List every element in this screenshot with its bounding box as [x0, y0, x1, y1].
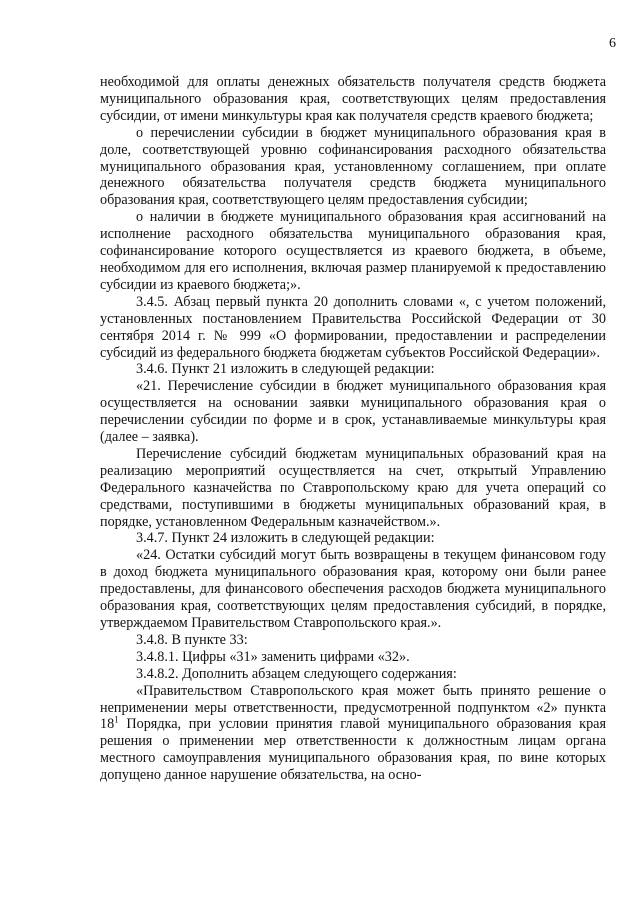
paragraph: «21. Перечисление субсидии в бюджет муниципального образования края осуществляется на основании заявки муниципального образования края о перечислении субсидии по форме и в срок, устанавливаемые минкультуры края (далее – заявка). — [100, 378, 606, 446]
paragraph: о перечислении субсидии в бюджет муниципального образования края в доле, соответствующей уровню софинансирования расходного обязательства муниципального образования края, установленному соглашением, при оплате денежного обязательства получателя средств бюджета муниципального образования края, соответствующего целям предоставления субсидии; — [100, 124, 606, 209]
paragraph: 3.4.5. Абзац первый пункта 20 дополнить словами «, с учетом положений, установленных постановлением Правительства Российской Федерации от 30 сентября 2014 г. № 999 «О формировании, предоставлении и распределении субсидий из федерального бюджета бюджетам субъектов Российской Федерации». — [100, 293, 606, 361]
superscript: 1 — [114, 714, 119, 725]
paragraph-text: «Правительством Ставропольского края может быть принято решение о неприменении меры ответственности, предусмотренной подпунктом «2» пункта 18 — [100, 682, 606, 733]
paragraph-continuation: необходимой для оплаты денежных обязательств получателя средств бюджета муниципального образования края, соответствующих целям предоставления субсидии, от имени минкультуры края как получателя средств краевого бюджета; — [100, 74, 606, 124]
paragraph: Перечисление субсидий бюджетам муниципальных образований края на реализацию мероприятий осуществляется на счет, открытый Управлению Федерального казначейства по Ставропольскому краю для учета операций со средствами, поступившими в бюджеты муниципальных образований края, в порядке, установленном Федеральным казначейством.». — [100, 445, 606, 530]
paragraph-text: Порядка, при условии принятия главой муниципального образования края решения о применении мер ответственности к должностным лицам органа местного самоуправления муниципального образования края, по вине которых допущено данное нарушение обязательства, на осно- — [100, 716, 606, 784]
paragraph: 3.4.6. Пункт 21 изложить в следующей редакции: — [136, 361, 435, 378]
paragraph: 3.4.8. В пункте 33: — [136, 631, 248, 648]
paragraph: 3.4.8.1. Цифры «31» заменить цифрами «32». — [136, 648, 410, 665]
paragraph: 3.4.7. Пункт 24 изложить в следующей редакции: — [136, 530, 435, 547]
paragraph-last — [100, 683, 606, 784]
document-body — [100, 74, 606, 784]
paragraph: «24. Остатки субсидий могут быть возвращены в текущем финансовом году в доход бюджета муниципального образования края, которому они были ранее предоставлены, для финансового обеспечения расходов бюджета муниципального образования края, соответствующих целям предоставления субсидий, в порядке, утверждаемом Правительством Ставропольского края.». — [100, 547, 606, 631]
page-number: 6 — [609, 36, 616, 51]
paragraph: о наличии в бюджете муниципального образования края ассигнований на исполнение расходного обязательства муниципального образования края, софинансирование которого осуществляется из краевого бюджета, в объеме, необходимом для его исполнения, включая размер планируемой к предоставлению субсидии из краевого бюджета;». — [100, 209, 606, 293]
paragraph: 3.4.8.2. Дополнить абзацем следующего содержания: — [136, 665, 457, 682]
